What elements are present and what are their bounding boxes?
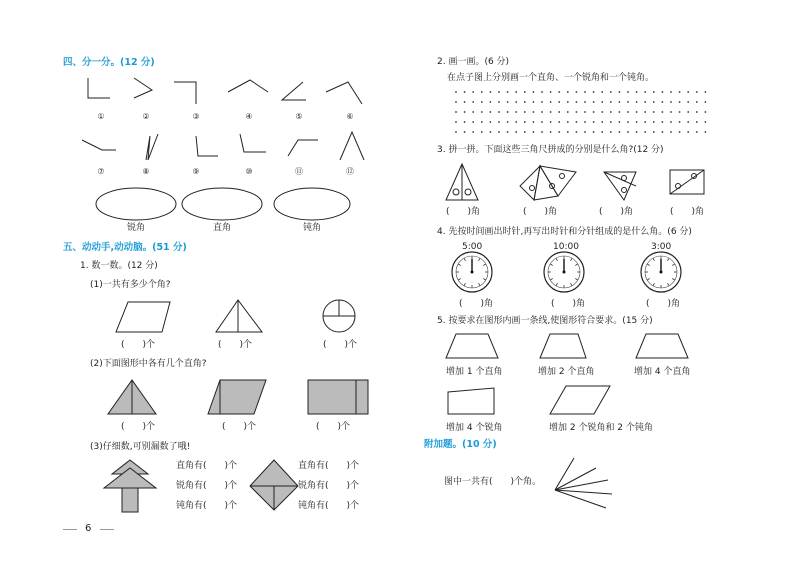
q1-title: 1. 数一数。(12 分)	[80, 261, 158, 271]
q5-title: 5. 按要求在图形内画一条线,使图形符合要求。(15 分)	[437, 316, 653, 326]
q1-1-blank-a[interactable]: ( )个	[121, 340, 156, 350]
q3-blank-2[interactable]: ( )角	[523, 207, 558, 217]
q1-3-left-3[interactable]: 钝角有( )个	[176, 501, 238, 511]
bonus-text[interactable]: 图中一共有( )个角。	[444, 477, 542, 487]
q3-blank-1[interactable]: ( )角	[446, 207, 481, 217]
q3-blank-4[interactable]: ( )角	[670, 207, 705, 217]
label-2: ②	[142, 112, 150, 121]
label-6: ⑥	[346, 112, 354, 121]
q1-sub1: (1)一共有多少个角?	[90, 280, 171, 290]
bonus-title: 附加题。(10 分)	[424, 439, 497, 450]
q4-title: 4. 先按时间画出时针,再写出时针和分针组成的是什么角。(6 分)	[437, 227, 692, 237]
label-11: ⑪	[295, 167, 303, 176]
q1-1-blank-b[interactable]: ( )个	[218, 340, 253, 350]
q5-label-3: 增加 4 个直角	[634, 367, 691, 377]
q1-3-left-1[interactable]: 直角有( )个	[176, 461, 238, 471]
q3-blank-3[interactable]: ( )角	[599, 207, 634, 217]
label-4: ④	[245, 112, 253, 121]
page-number: 6	[85, 523, 92, 534]
q1-2-blank-b[interactable]: ( )个	[222, 422, 257, 432]
q5-label-5: 增加 2 个锐角和 2 个钝角	[549, 423, 653, 433]
clock-time-2: 10:00	[553, 242, 579, 252]
section5-title: 五、动动手,动动脑。(51 分)	[63, 242, 187, 253]
q1-3-right-3[interactable]: 钝角有( )个	[298, 501, 360, 511]
label-12: ⑫	[346, 167, 354, 176]
clock-time-1: 5:00	[462, 242, 483, 252]
label-5: ⑤	[295, 112, 303, 121]
q1-2-blank-a[interactable]: ( )个	[121, 422, 156, 432]
label-1: ①	[97, 112, 105, 121]
label-10: ⑩	[245, 167, 253, 176]
q2-desc: 在点子图上分别画一个直角、一个锐角和一个钝角。	[447, 73, 655, 83]
q5-label-4: 增加 4 个锐角	[446, 423, 503, 433]
q1-2-blank-c[interactable]: ( )个	[316, 422, 351, 432]
q4-blank-1[interactable]: ( )角	[459, 299, 494, 309]
label-9: ⑨	[192, 167, 200, 176]
q3-title: 3. 拼一拼。下面这些三角尺拼成的分别是什么角?(12 分)	[437, 145, 664, 155]
q2-title: 2. 画一画。(6 分)	[437, 57, 510, 67]
ellipse-label-right: 直角	[213, 223, 232, 233]
label-8: ⑧	[142, 167, 150, 176]
q4-blank-2[interactable]: ( )角	[551, 299, 586, 309]
section4-title: 四、分一分。(12 分)	[63, 57, 155, 68]
q1-3-right-1[interactable]: 直角有( )个	[298, 461, 360, 471]
q5-label-1: 增加 1 个直角	[446, 367, 503, 377]
clock-time-3: 3:00	[651, 242, 672, 252]
q1-sub3: (3)仔细数,可别漏数了哦!	[90, 442, 191, 452]
q1-1-blank-c[interactable]: ( )个	[323, 340, 358, 350]
label-7: ⑦	[97, 167, 105, 176]
q5-label-2: 增加 2 个直角	[538, 367, 595, 377]
q4-blank-3[interactable]: ( )角	[646, 299, 681, 309]
label-3: ③	[192, 112, 200, 121]
q1-3-left-2[interactable]: 锐角有( )个	[176, 481, 238, 491]
ellipse-label-acute: 锐角	[127, 223, 146, 233]
q1-sub2: (2)下面图形中各有几个直角?	[90, 359, 207, 369]
q1-3-right-2[interactable]: 锐角有( )个	[298, 481, 360, 491]
ellipse-label-obtuse: 钝角	[303, 223, 322, 233]
